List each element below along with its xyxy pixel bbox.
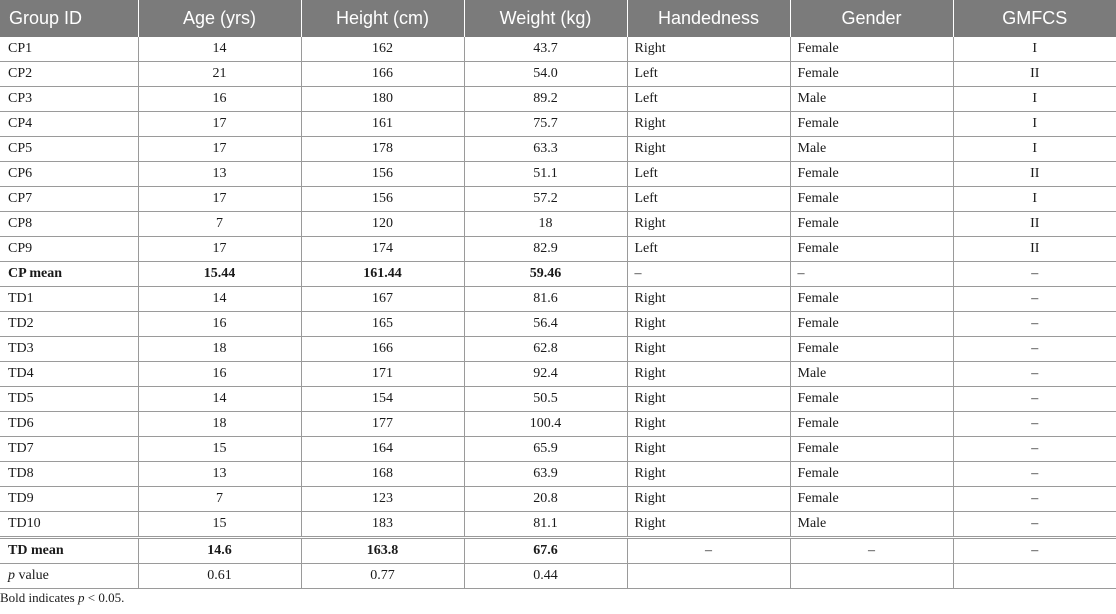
gmfcs-cell: – — [953, 362, 1116, 387]
handedness-cell: Right — [627, 137, 790, 162]
gender-cell: Female — [790, 187, 953, 212]
gender-cell: Female — [790, 487, 953, 512]
header-gender: Gender — [790, 0, 953, 37]
group-id-cell: CP1 — [0, 37, 138, 62]
table-row — [0, 187, 1116, 212]
weight-cell: 43.7 — [464, 37, 627, 62]
p-value-empty-handedness — [627, 564, 790, 589]
gender-cell: – — [790, 538, 953, 564]
height-cell: 183 — [301, 512, 464, 538]
handedness-cell: Right — [627, 412, 790, 437]
group-id-cell: CP2 — [0, 62, 138, 87]
header-row — [0, 0, 1116, 37]
height-cell: 154 — [301, 387, 464, 412]
group-id-cell: CP7 — [0, 187, 138, 212]
gmfcs-cell: II — [953, 237, 1116, 262]
height-cell: 171 — [301, 362, 464, 387]
p-value-height: 0.77 — [301, 564, 464, 589]
height-cell: 180 — [301, 87, 464, 112]
gender-cell: Female — [790, 212, 953, 237]
weight-cell: 51.1 — [464, 162, 627, 187]
group-id-cell: CP5 — [0, 137, 138, 162]
gmfcs-cell: – — [953, 412, 1116, 437]
weight-cell: 81.1 — [464, 512, 627, 538]
table-row — [0, 412, 1116, 437]
gender-cell: Female — [790, 62, 953, 87]
p-value-label-rest: value — [15, 568, 49, 583]
weight-cell: 54.0 — [464, 62, 627, 87]
height-cell: 178 — [301, 137, 464, 162]
age-cell: 14.6 — [138, 538, 301, 564]
p-value-empty-gender — [790, 564, 953, 589]
table-row — [0, 387, 1116, 412]
header-height: Height (cm) — [301, 0, 464, 37]
handedness-cell: Right — [627, 437, 790, 462]
gmfcs-cell: I — [953, 37, 1116, 62]
gmfcs-cell: I — [953, 137, 1116, 162]
handedness-cell: Left — [627, 87, 790, 112]
weight-cell: 18 — [464, 212, 627, 237]
footnote-after: < 0.05. — [84, 590, 125, 605]
gender-cell: Female — [790, 37, 953, 62]
table-row — [0, 462, 1116, 487]
height-cell: 168 — [301, 462, 464, 487]
table-row — [0, 162, 1116, 187]
weight-cell: 82.9 — [464, 237, 627, 262]
age-cell: 17 — [138, 187, 301, 212]
gmfcs-cell: II — [953, 162, 1116, 187]
age-cell: 13 — [138, 162, 301, 187]
gmfcs-cell: – — [953, 287, 1116, 312]
gender-cell: Female — [790, 312, 953, 337]
weight-cell: 57.2 — [464, 187, 627, 212]
group-id-cell: CP mean — [0, 262, 138, 287]
handedness-cell: – — [627, 262, 790, 287]
height-cell: 165 — [301, 312, 464, 337]
group-id-cell: CP6 — [0, 162, 138, 187]
age-cell: 14 — [138, 287, 301, 312]
group-id-cell: TD5 — [0, 387, 138, 412]
age-cell: 21 — [138, 62, 301, 87]
gender-cell: Male — [790, 512, 953, 538]
gender-cell: Female — [790, 162, 953, 187]
age-cell: 15 — [138, 437, 301, 462]
handedness-cell: Right — [627, 312, 790, 337]
header-gmfcs: GMFCS — [953, 0, 1116, 37]
height-cell: 162 — [301, 37, 464, 62]
gender-cell: Male — [790, 137, 953, 162]
table-body — [0, 37, 1116, 589]
age-cell: 15.44 — [138, 262, 301, 287]
weight-cell: 59.46 — [464, 262, 627, 287]
weight-cell: 62.8 — [464, 337, 627, 362]
table-row — [0, 112, 1116, 137]
table-row — [0, 512, 1116, 538]
weight-cell: 81.6 — [464, 287, 627, 312]
table-row — [0, 212, 1116, 237]
p-italic: p — [8, 568, 15, 583]
height-cell: 166 — [301, 337, 464, 362]
footnote — [0, 590, 124, 606]
table-row — [0, 437, 1116, 462]
weight-cell: 63.3 — [464, 137, 627, 162]
age-cell: 18 — [138, 412, 301, 437]
group-id-cell: TD1 — [0, 287, 138, 312]
age-cell: 7 — [138, 487, 301, 512]
header-age: Age (yrs) — [138, 0, 301, 37]
group-id-cell: TD3 — [0, 337, 138, 362]
handedness-cell: Right — [627, 512, 790, 538]
handedness-cell: Right — [627, 387, 790, 412]
gmfcs-cell: – — [953, 487, 1116, 512]
table-row — [0, 137, 1116, 162]
group-id-cell: TD4 — [0, 362, 138, 387]
table-row — [0, 62, 1116, 87]
handedness-cell: Left — [627, 62, 790, 87]
gender-cell: Female — [790, 287, 953, 312]
height-cell: 163.8 — [301, 538, 464, 564]
group-id-cell: CP4 — [0, 112, 138, 137]
gender-cell: – — [790, 262, 953, 287]
handedness-cell: Right — [627, 212, 790, 237]
weight-cell: 92.4 — [464, 362, 627, 387]
gender-cell: Female — [790, 412, 953, 437]
age-cell: 16 — [138, 362, 301, 387]
p-value-row — [0, 564, 1116, 589]
gender-cell: Female — [790, 237, 953, 262]
gmfcs-cell: – — [953, 538, 1116, 564]
height-cell: 161.44 — [301, 262, 464, 287]
table-row — [0, 37, 1116, 62]
group-id-cell: TD7 — [0, 437, 138, 462]
p-value-label — [0, 564, 138, 589]
p-value-empty-gmfcs — [953, 564, 1116, 589]
height-cell: 167 — [301, 287, 464, 312]
age-cell: 14 — [138, 387, 301, 412]
age-cell: 14 — [138, 37, 301, 62]
gmfcs-cell: I — [953, 87, 1116, 112]
gmfcs-cell: – — [953, 462, 1116, 487]
age-cell: 17 — [138, 137, 301, 162]
height-cell: 177 — [301, 412, 464, 437]
handedness-cell: Left — [627, 187, 790, 212]
footnote-before: Bold indicates — [0, 590, 78, 605]
footnote-italic: p — [78, 590, 85, 605]
gmfcs-cell: – — [953, 437, 1116, 462]
group-id-cell: TD6 — [0, 412, 138, 437]
handedness-cell: Right — [627, 337, 790, 362]
height-cell: 120 — [301, 212, 464, 237]
height-cell: 156 — [301, 162, 464, 187]
gender-cell: Male — [790, 362, 953, 387]
table-row — [0, 487, 1116, 512]
weight-cell: 67.6 — [464, 538, 627, 564]
weight-cell: 100.4 — [464, 412, 627, 437]
height-cell: 123 — [301, 487, 464, 512]
gmfcs-cell: I — [953, 187, 1116, 212]
gender-cell: Male — [790, 87, 953, 112]
gender-cell: Female — [790, 337, 953, 362]
mean-row — [0, 262, 1116, 287]
age-cell: 16 — [138, 312, 301, 337]
group-id-cell: TD10 — [0, 512, 138, 538]
gender-cell: Female — [790, 437, 953, 462]
handedness-cell: Left — [627, 237, 790, 262]
height-cell: 156 — [301, 187, 464, 212]
age-cell: 16 — [138, 87, 301, 112]
handedness-cell: Right — [627, 462, 790, 487]
gmfcs-cell: – — [953, 512, 1116, 538]
group-id-cell: CP8 — [0, 212, 138, 237]
gmfcs-cell: II — [953, 62, 1116, 87]
handedness-cell: Right — [627, 112, 790, 137]
height-cell: 166 — [301, 62, 464, 87]
age-cell: 13 — [138, 462, 301, 487]
handedness-cell: Right — [627, 487, 790, 512]
header-weight: Weight (kg) — [464, 0, 627, 37]
weight-cell: 89.2 — [464, 87, 627, 112]
handedness-cell: Right — [627, 362, 790, 387]
height-cell: 161 — [301, 112, 464, 137]
group-id-cell: TD9 — [0, 487, 138, 512]
header-handedness: Handedness — [627, 0, 790, 37]
handedness-cell: Right — [627, 37, 790, 62]
weight-cell: 75.7 — [464, 112, 627, 137]
handedness-cell: Right — [627, 287, 790, 312]
age-cell: 17 — [138, 237, 301, 262]
header-group-id: Group ID — [0, 0, 138, 37]
p-value-age: 0.61 — [138, 564, 301, 589]
table-row — [0, 312, 1116, 337]
table-row — [0, 287, 1116, 312]
gmfcs-cell: – — [953, 337, 1116, 362]
gender-cell: Female — [790, 387, 953, 412]
age-cell: 17 — [138, 112, 301, 137]
gmfcs-cell: – — [953, 387, 1116, 412]
handedness-cell: – — [627, 538, 790, 564]
age-cell: 18 — [138, 337, 301, 362]
table-row — [0, 87, 1116, 112]
weight-cell: 65.9 — [464, 437, 627, 462]
gender-cell: Female — [790, 112, 953, 137]
gmfcs-cell: II — [953, 212, 1116, 237]
weight-cell: 56.4 — [464, 312, 627, 337]
mean-row — [0, 538, 1116, 564]
gmfcs-cell: I — [953, 112, 1116, 137]
age-cell: 15 — [138, 512, 301, 538]
gmfcs-cell: – — [953, 312, 1116, 337]
weight-cell: 20.8 — [464, 487, 627, 512]
group-id-cell: TD8 — [0, 462, 138, 487]
group-id-cell: TD mean — [0, 538, 138, 564]
weight-cell: 63.9 — [464, 462, 627, 487]
height-cell: 174 — [301, 237, 464, 262]
height-cell: 164 — [301, 437, 464, 462]
gender-cell: Female — [790, 462, 953, 487]
age-cell: 7 — [138, 212, 301, 237]
table-row — [0, 337, 1116, 362]
weight-cell: 50.5 — [464, 387, 627, 412]
group-id-cell: TD2 — [0, 312, 138, 337]
table-row — [0, 362, 1116, 387]
gmfcs-cell: – — [953, 262, 1116, 287]
p-value-weight: 0.44 — [464, 564, 627, 589]
group-id-cell: CP9 — [0, 237, 138, 262]
handedness-cell: Left — [627, 162, 790, 187]
table-row — [0, 237, 1116, 262]
group-id-cell: CP3 — [0, 87, 138, 112]
